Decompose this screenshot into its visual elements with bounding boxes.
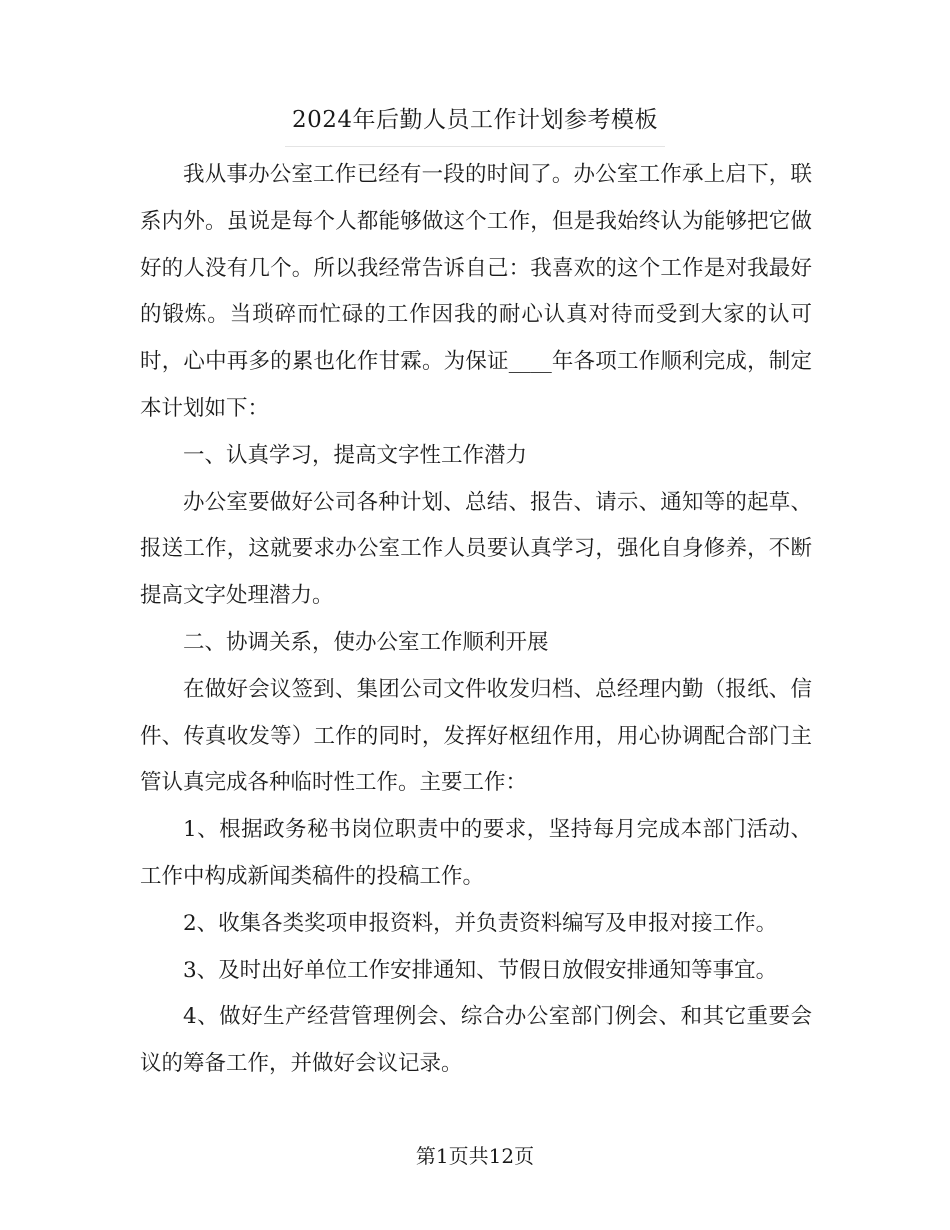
list-item-4: 4、做好生产经营管理例会、综合办公室部门例会、和其它重要会议的筹备工作，并做好会议记录。 <box>140 1004 812 1077</box>
document-title: 2024年后勤人员工作计划参考模板 <box>291 107 659 133</box>
document-body <box>140 152 812 1088</box>
section-1-paragraph: 办公室要做好公司各种计划、总结、报告、请示、通知等的起草、报送工作，这就要求办公室工作人员要认真学习，强化自身修养，不断提高文字处理潜力。 <box>140 489 812 609</box>
section-heading-1: 一、认真学习，提高文字性工作潜力 <box>183 442 528 468</box>
list-item-2: 2、收集各类奖项申报资料，并负责资料编写及申报对接工作。 <box>183 910 778 936</box>
section-heading-2: 二、协调关系，使办公室工作顺利开展 <box>183 629 549 655</box>
section-2-paragraph: 在做好会议签到、集团公司文件收发归档、总经理内勤（报纸、信件、传真收发等）工作的同时，发挥好枢纽作用，用心协调配合部门主管认真完成各种临时性工作。主要工作： <box>140 676 812 796</box>
list-item-3: 3、及时出好单位工作安排通知、节假日放假安排通知等事宜。 <box>183 957 778 983</box>
page-number: 第1页共12页 <box>415 1144 535 1168</box>
list-item-1: 1、根据政务秘书岗位职责中的要求，坚持每月完成本部门活动、工作中构成新闻类稿件的投稿工作。 <box>140 817 812 889</box>
intro-paragraph: 我从事办公室工作已经有一段的时间了。办公室工作承上启下，联系内外。虽说是每个人都能够做这个工作，但是我始终认为能够把它做好的人没有几个。所以我经常告诉自己：我喜欢的这个工作是对我最好的锻炼。当琐碎而忙碌的工作因我的耐心认真对待而受到大家的认可时，心中再多的累也化作甘霖。为保证____年各项工作顺利完成，制定本计划如下： <box>140 162 812 421</box>
title-divider <box>285 146 665 147</box>
